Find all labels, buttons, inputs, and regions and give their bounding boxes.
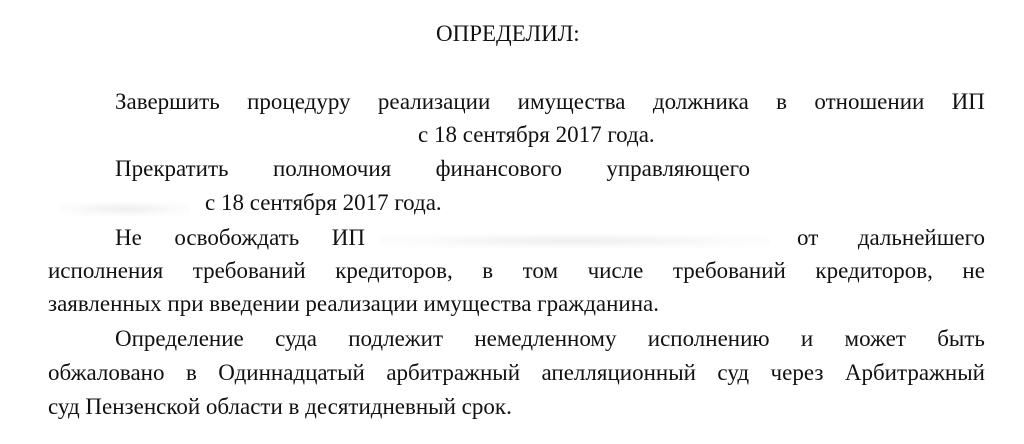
- word: ИП: [331, 225, 365, 250]
- word: Завершить: [115, 89, 220, 114]
- word: суда: [275, 326, 317, 351]
- word: кредиторов,: [815, 258, 933, 283]
- paragraph-3-line-2: [48, 257, 985, 285]
- word: кредиторов,: [335, 258, 453, 283]
- word: требований: [192, 258, 306, 283]
- word: отношении: [814, 89, 925, 114]
- paragraph-4-line-1: [115, 325, 985, 353]
- paragraph-2-line-2: с 18 сентября 2017 года.: [205, 190, 442, 215]
- paragraph-3-line-1-left: [115, 224, 365, 252]
- word: исполнения: [48, 258, 164, 283]
- word: том: [522, 258, 559, 283]
- word: числе: [587, 258, 644, 283]
- redacted-area: [60, 202, 190, 216]
- paragraph-3-line-1-right: [797, 224, 985, 252]
- word: дальнейшего: [857, 225, 985, 250]
- paragraph-2-line-1: [115, 155, 750, 183]
- word: управляющего: [606, 156, 750, 181]
- word: финансового: [435, 156, 562, 181]
- word: должника: [652, 89, 749, 114]
- redacted-area: [380, 234, 770, 248]
- word: в: [482, 258, 494, 283]
- word: подлежит: [348, 326, 444, 351]
- word: Прекратить: [115, 156, 229, 181]
- word: ИП: [951, 89, 985, 114]
- word: в: [776, 89, 788, 114]
- paragraph-3-line-3: заявленных при введении реализации имущества гражданина.: [48, 291, 659, 316]
- word: имущества: [517, 89, 626, 114]
- paragraph-1-line-1: [115, 88, 985, 116]
- word: немедленному: [474, 326, 617, 351]
- paragraph-4-line-3: суд Пензенской области в десятидневный срок.: [48, 394, 512, 419]
- word: полномочия: [272, 156, 392, 181]
- word: требований: [672, 258, 786, 283]
- paragraph-1-line-2: с 18 сентября 2017 года.: [418, 122, 655, 147]
- word: Определение: [115, 326, 244, 351]
- word: процедуру: [247, 89, 351, 114]
- word: не: [962, 258, 985, 283]
- word: реализации: [377, 89, 491, 114]
- word: быть: [937, 326, 985, 351]
- paragraph-4-line-2: обжаловано в Одиннадцатый арбитражный апелляционный суд через Арбитражный: [48, 360, 985, 385]
- document-heading: ОПРЕДЕЛИЛ:: [436, 21, 580, 46]
- word: от: [797, 225, 819, 250]
- word: исполнению: [647, 326, 770, 351]
- word: освобождать: [174, 225, 300, 250]
- word: Не: [115, 225, 142, 250]
- word: может: [844, 326, 906, 351]
- word: и: [800, 326, 814, 351]
